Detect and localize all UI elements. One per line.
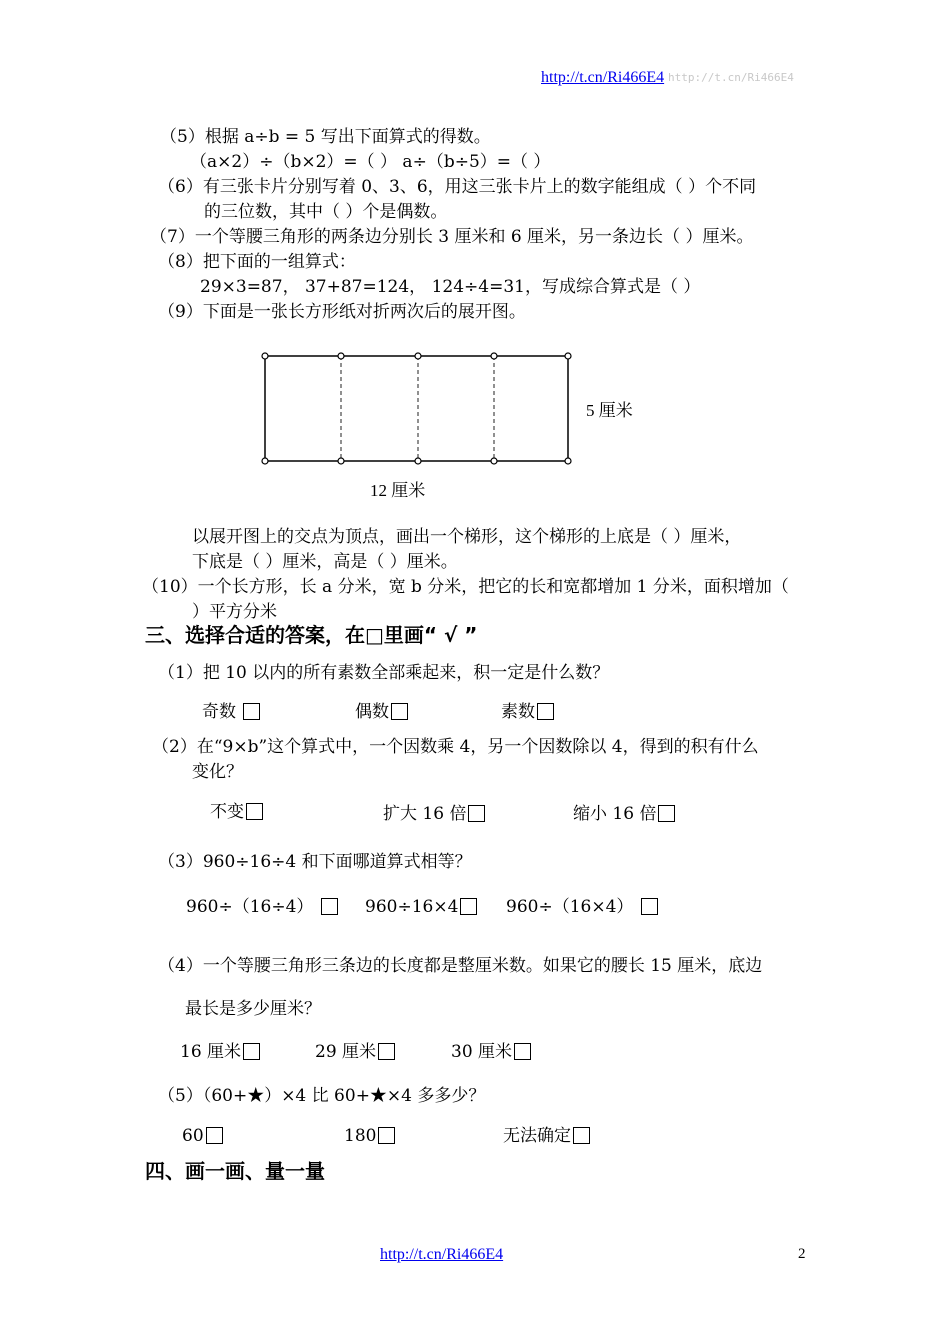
folded-paper-figure	[0, 0, 950, 520]
s3-q5-option-3[interactable]	[503, 1125, 590, 1147]
point	[565, 353, 571, 359]
s3-q4-option-1[interactable]	[180, 1041, 260, 1063]
section4-title: 四、画一画、量一量	[145, 1159, 325, 1183]
q9-line1: （9）下面是一张长方形纸对折两次后的展开图。	[158, 302, 526, 322]
option-label: 不变	[210, 802, 244, 822]
option-label: 180	[344, 1126, 377, 1146]
option-label: 16 厘米	[180, 1042, 242, 1062]
option-label: 扩大 16 倍	[383, 804, 467, 824]
page-number: 2	[798, 1246, 806, 1262]
point	[338, 353, 344, 359]
option-label: 960÷（16÷4）	[186, 897, 314, 917]
s3-q1-option-2[interactable]	[355, 701, 408, 723]
q8-line2: 29×3=87， 37+87=124， 124÷4=31，写成综合算式是（ ）	[200, 277, 701, 297]
s3-q2-line1: （2）在“9×b”这个算式中，一个因数乘 4，另一个因数除以 4，得到的积有什么	[152, 737, 759, 757]
q10-line1: （10）一个长方形，长 a 分米，宽 b 分米，把它的长和宽都增加 1 分米，面积增加（	[142, 577, 789, 597]
checkbox[interactable]	[573, 1127, 590, 1144]
section3-title: 三、选择合适的答案，在□里画“ √ ”	[145, 623, 478, 647]
option-label: 29 厘米	[315, 1042, 377, 1062]
s3-q3-option-1[interactable]	[186, 896, 338, 918]
option-label: 缩小 16 倍	[573, 804, 657, 824]
s3-q4-option-3[interactable]	[451, 1041, 531, 1063]
q6-line2: 的三位数，其中（ ）个是偶数。	[204, 202, 448, 222]
checkbox[interactable]	[243, 1043, 260, 1060]
point	[415, 353, 421, 359]
option-label: 偶数	[355, 702, 389, 722]
checkbox[interactable]	[537, 703, 554, 720]
checkbox[interactable]	[378, 1043, 395, 1060]
point	[262, 458, 268, 464]
s3-q1-option-3[interactable]	[501, 701, 554, 723]
option-label: 无法确定	[503, 1126, 571, 1146]
checkbox[interactable]	[206, 1127, 223, 1144]
option-label: 60	[182, 1126, 204, 1146]
s3-q1-option-1[interactable]	[202, 701, 260, 723]
point	[491, 458, 497, 464]
checkbox[interactable]	[658, 805, 675, 822]
point	[491, 353, 497, 359]
checkbox[interactable]	[460, 898, 477, 915]
q6-line1: （6）有三张卡片分别写着 0、3、6，用这三张卡片上的数字能组成（ ）个不同	[158, 177, 757, 197]
point	[415, 458, 421, 464]
s3-q3-option-3[interactable]	[506, 896, 658, 918]
bottom-length-label: 12 厘米	[370, 481, 426, 500]
s3-q3-option-2[interactable]	[365, 896, 477, 918]
option-label: 960÷（16×4）	[506, 897, 634, 917]
s3-q4-line2: 最长是多少厘米？	[185, 999, 321, 1019]
s3-q5-option-2[interactable]	[344, 1125, 395, 1147]
header-link[interactable]: http://t.cn/Ri466E4	[541, 69, 665, 86]
q7-text: （7）一个等腰三角形的两条边分别长 3 厘米和 6 厘米，另一条边长（ ）厘米。	[150, 227, 754, 247]
point	[338, 458, 344, 464]
s3-q4-option-2[interactable]	[315, 1041, 395, 1063]
checkbox[interactable]	[514, 1043, 531, 1060]
s3-q2-option-3[interactable]	[573, 803, 675, 825]
s3-q4-line1: （4）一个等腰三角形三条边的长度都是整厘米数。如果它的腰长 15 厘米，底边	[158, 956, 763, 976]
option-label: 奇数	[202, 702, 236, 722]
q9-line2: 以展开图上的交点为顶点，画出一个梯形，这个梯形的上底是（ ）厘米，	[192, 527, 742, 547]
option-label: 素数	[501, 702, 535, 722]
s3-q2-line2: 变化？	[192, 762, 243, 782]
checkbox[interactable]	[641, 898, 658, 915]
footer-link[interactable]: http://t.cn/Ri466E4	[380, 1246, 504, 1263]
checkbox[interactable]	[321, 898, 338, 915]
checkbox[interactable]	[246, 803, 263, 820]
side-length-label: 5 厘米	[586, 401, 633, 420]
s3-q5-option-1[interactable]	[182, 1125, 223, 1147]
header-ghost-text: http://t.cn/Ri466E4	[668, 71, 794, 84]
option-label: 30 厘米	[451, 1042, 513, 1062]
checkbox[interactable]	[468, 805, 485, 822]
checkbox[interactable]	[243, 703, 260, 720]
q9-line3: 下底是（ ）厘米，高是（ ）厘米。	[192, 552, 458, 572]
checkbox[interactable]	[391, 703, 408, 720]
point	[262, 353, 268, 359]
q5-line1: （5）根据 a÷b = 5 写出下面算式的得数。	[160, 127, 491, 147]
q8-line1: （8）把下面的一组算式：	[158, 252, 356, 272]
s3-q2-option-2[interactable]	[383, 803, 485, 825]
s3-q1-text: （1）把 10 以内的所有素数全部乘起来，积一定是什么数？	[158, 663, 610, 683]
paper-outline	[265, 356, 568, 461]
option-label: 960÷16×4	[365, 897, 459, 917]
q10-line2: ）平方分米	[192, 602, 277, 622]
checkbox[interactable]	[378, 1127, 395, 1144]
s3-q3-text: （3）960÷16÷4 和下面哪道算式相等？	[158, 852, 472, 872]
s3-q5-text: （5）（60+★）×4 比 60+★×4 多多少？	[158, 1086, 486, 1106]
intersection-points	[262, 353, 571, 464]
q5-line2: （a×2）÷（b×2）=（ ） a÷（b÷5）=（ ）	[190, 152, 551, 172]
s3-q2-option-1[interactable]	[210, 801, 263, 823]
point	[565, 458, 571, 464]
